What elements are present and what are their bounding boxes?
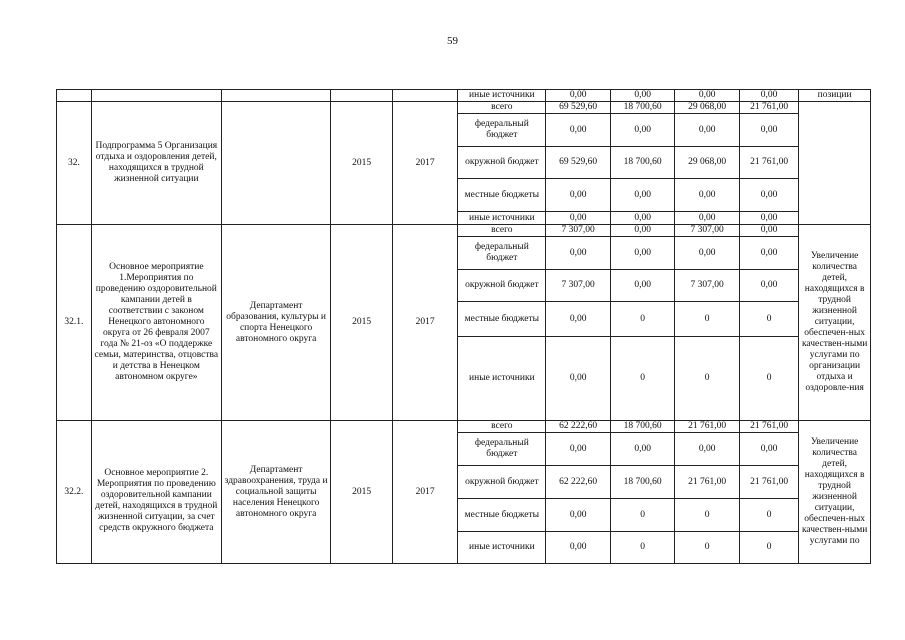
value-cell: 0,00 <box>675 212 740 225</box>
value-cell: 0,00 <box>546 337 611 421</box>
value-cell: 0,00 <box>675 114 740 147</box>
source-cell: федеральный бюджет <box>458 433 546 466</box>
end-year-cell <box>392 90 458 102</box>
name-cell: Основное мероприятие 1.Мероприятия по проведению оздоровительной кампании детей в соответствии с законом Ненецкого автономного округа от 26 февраля 2007 года № 21-оз «О поддержке семьи, материнства, отцовства и детства в Ненецком автономном округе» <box>91 225 221 421</box>
value-cell: 0,00 <box>739 270 798 302</box>
name-cell <box>91 90 221 102</box>
value-cell: 0 <box>675 337 740 421</box>
value-cell: 0,00 <box>739 237 798 270</box>
value-cell: 0,00 <box>739 212 798 225</box>
value-cell: 18 700,60 <box>610 466 675 499</box>
value-cell: 0,00 <box>739 114 798 147</box>
value-cell: 0 <box>675 532 740 564</box>
executor-cell <box>221 90 331 102</box>
value-cell: 0,00 <box>546 499 611 532</box>
value-cell: 0,00 <box>546 237 611 270</box>
start-year-cell: 2015 <box>331 102 392 225</box>
value-cell: 0 <box>675 302 740 337</box>
source-cell: федеральный бюджет <box>458 114 546 147</box>
source-cell: окружной бюджет <box>458 270 546 302</box>
source-cell: иные источники <box>458 532 546 564</box>
value-cell: 7 307,00 <box>546 270 611 302</box>
start-year-cell: 2015 <box>331 421 392 564</box>
value-cell: 0,00 <box>610 433 675 466</box>
value-cell: 0,00 <box>546 302 611 337</box>
value-cell: 0 <box>739 499 798 532</box>
num-cell: 32. <box>57 102 92 225</box>
end-year-cell: 2017 <box>392 102 458 225</box>
value-cell: 0,00 <box>546 212 611 225</box>
value-cell: 0 <box>610 337 675 421</box>
value-cell: 21 761,00 <box>739 147 798 179</box>
value-cell: 21 761,00 <box>739 102 798 114</box>
source-cell: окружной бюджет <box>458 147 546 179</box>
value-cell: 18 700,60 <box>610 147 675 179</box>
value-cell: 0 <box>610 532 675 564</box>
table-row <box>57 225 871 237</box>
value-cell: 7 307,00 <box>675 270 740 302</box>
value-cell: 69 529,60 <box>546 147 611 179</box>
start-year-cell <box>331 90 392 102</box>
result-cell: позиции <box>799 90 871 102</box>
source-cell: иные источники <box>458 337 546 421</box>
num-cell: 32.1. <box>57 225 92 421</box>
start-year-cell: 2015 <box>331 225 392 421</box>
result-cell: Увеличение количества детей, находящихся в трудной жизненной ситуации, обеспечен-ных качествен-ными услугами по организации отдыха и оздоровле-ния <box>799 225 871 421</box>
num-cell <box>57 90 92 102</box>
value-cell: 0,00 <box>546 179 611 212</box>
budget-table <box>56 89 871 564</box>
end-year-cell: 2017 <box>392 225 458 421</box>
value-cell: 0 <box>739 532 798 564</box>
value-cell: 0,00 <box>739 90 798 102</box>
table-row <box>57 90 871 102</box>
value-cell: 7 307,00 <box>546 225 611 237</box>
value-cell: 0,00 <box>546 114 611 147</box>
executor-cell: Департамент образования, культуры и спорта Ненецкого автономного округа <box>221 225 331 421</box>
end-year-cell: 2017 <box>392 421 458 564</box>
value-cell: 0,00 <box>675 433 740 466</box>
value-cell: 18 700,60 <box>610 102 675 114</box>
result-cell <box>799 102 871 225</box>
value-cell: 0 <box>739 337 798 421</box>
value-cell: 0,00 <box>610 212 675 225</box>
source-cell: иные источники <box>458 90 546 102</box>
table-row <box>57 421 871 433</box>
value-cell: 0,00 <box>739 179 798 212</box>
value-cell: 0,00 <box>610 114 675 147</box>
value-cell: 0,00 <box>610 270 675 302</box>
value-cell: 0,00 <box>739 225 798 237</box>
name-cell: Подпрограмма 5 Организация отдыха и оздоровления детей, находящихся в трудной жизненной ситуации <box>91 102 221 225</box>
source-cell: местные бюджеты <box>458 179 546 212</box>
value-cell: 0,00 <box>546 90 611 102</box>
value-cell: 21 761,00 <box>739 421 798 433</box>
source-cell: всего <box>458 421 546 433</box>
value-cell: 0,00 <box>610 225 675 237</box>
value-cell: 0 <box>739 302 798 337</box>
value-cell: 29 068,00 <box>675 102 740 114</box>
value-cell: 62 222,60 <box>546 421 611 433</box>
value-cell: 0,00 <box>610 179 675 212</box>
value-cell: 0,00 <box>675 237 740 270</box>
executor-cell <box>221 102 331 225</box>
value-cell: 0,00 <box>675 90 740 102</box>
source-cell: федеральный бюджет <box>458 237 546 270</box>
value-cell: 0,00 <box>675 179 740 212</box>
value-cell: 0 <box>610 302 675 337</box>
value-cell: 21 761,00 <box>675 466 740 499</box>
value-cell: 0,00 <box>610 237 675 270</box>
source-cell: местные бюджеты <box>458 302 546 337</box>
value-cell: 0,00 <box>546 532 611 564</box>
value-cell: 69 529,60 <box>546 102 611 114</box>
value-cell: 21 761,00 <box>675 421 740 433</box>
source-cell: всего <box>458 225 546 237</box>
value-cell: 18 700,60 <box>610 421 675 433</box>
value-cell: 0,00 <box>546 433 611 466</box>
page-number: 59 <box>447 35 458 47</box>
value-cell: 0,00 <box>610 90 675 102</box>
table-row <box>57 102 871 114</box>
result-cell: Увеличение количества детей, находящихся в трудной жизненной ситуации, обеспечен-ных качествен-ными услугами по <box>799 421 871 564</box>
executor-cell: Департамент здравоохранения, труда и социальной защиты населения Ненецкого автономного округа <box>221 421 331 564</box>
source-cell: всего <box>458 102 546 114</box>
source-cell: иные источники <box>458 212 546 225</box>
name-cell: Основное мероприятие 2. Мероприятия по проведению оздоровительной кампании детей, находящихся в трудной жизненной ситуации, за счет средств окружного бюджета <box>91 421 221 564</box>
num-cell: 32.2. <box>57 421 92 564</box>
value-cell: 62 222,60 <box>546 466 611 499</box>
source-cell: окружной бюджет <box>458 466 546 499</box>
value-cell: 7 307,00 <box>675 225 740 237</box>
source-cell: местные бюджеты <box>458 499 546 532</box>
value-cell: 21 761,00 <box>739 466 798 499</box>
value-cell: 29 068,00 <box>675 147 740 179</box>
value-cell: 0,00 <box>739 433 798 466</box>
value-cell: 0 <box>610 499 675 532</box>
value-cell: 0 <box>675 499 740 532</box>
